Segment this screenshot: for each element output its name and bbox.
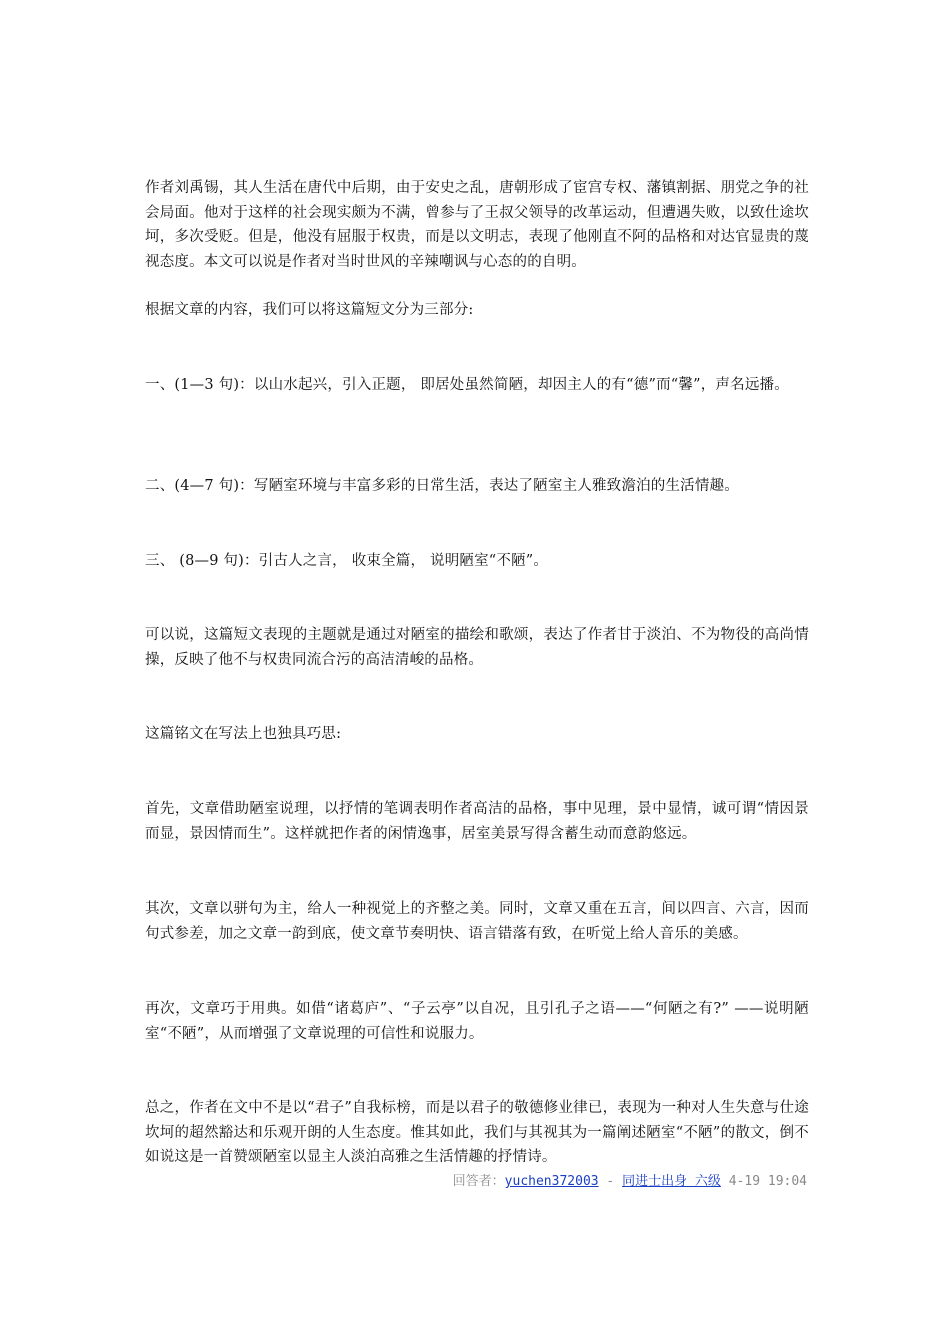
- answerer-rank-link[interactable]: 同进士出身 六级: [622, 1174, 721, 1189]
- paragraph-part-two: 二、(4—7 句)：写陋室环境与丰富多彩的日常生活，表达了陋室主人雅致澹泊的生活情趣。: [145, 478, 739, 494]
- paragraph-part-three: 三、 (8—9 句)：引古人之言， 收束全篇， 说明陋室“不陋”。: [145, 553, 549, 569]
- paragraph-third-point: 再次，文章巧于用典。如借“诸葛庐”、“子云亭”以自况，且引孔子之语——“何陋之有?” ——说明陋室“不陋”，从而增强了文章说理的可信性和说服力。: [145, 1001, 809, 1042]
- paragraph-first-point: 首先，文章借助陋室说理，以抒情的笔调表明作者高洁的品格，事中见理，景中显情，诚可谓“情因景而显，景因情而生”。这样就把作者的闲情逸事，居室美景写得含蓄生动而意韵悠远。: [145, 801, 809, 842]
- paragraph-structure-intro: 根据文章的内容，我们可以将这篇短文分为三部分:: [145, 302, 474, 318]
- answer-timestamp: 4-19 19:04: [720, 1174, 807, 1189]
- paragraph-second-point: 其次，文章以骈句为主，给人一种视觉上的齐整之美。同时，文章又重在五言，间以四言、六言，因而句式参差，加之文章一韵到底，使文章节奏明快、语言错落有致，在听觉上给人音乐的美感。: [145, 901, 809, 942]
- paragraph-writing-intro: 这篇铭文在写法上也独具巧思:: [145, 726, 342, 742]
- paragraph-part-one: 一、(1—3 句)：以山水起兴，引入正题， 即居处虽然简陋，却因主人的有“德”而“馨”，声名远播。: [145, 377, 789, 393]
- answer-attribution: [453, 1172, 807, 1192]
- attribution-separator: -: [598, 1174, 623, 1189]
- paragraph-author-background: 作者刘禹锡，其人生活在唐代中后期，由于安史之乱，唐朝形成了宦宫专权、藩镇割据、朋党之争的社会局面。他对于这样的社会现实颇为不满，曾参与了王叔父领导的改革运动，但遭遇失败，以致仕途坎坷，多次受贬。但是，他没有屈服于权贵，而是以文明志，表现了他刚直不阿的品格和对达官显贵的蔑视态度。本文可以说是作者对当时世风的辛辣嘲讽与心态的的自明。: [145, 180, 809, 270]
- paragraph-theme: 可以说，这篇短文表现的主题就是通过对陋室的描绘和歌颂，表达了作者甘于淡泊、不为物役的高尚情操，反映了他不与权贵同流合污的高洁清峻的品格。: [145, 627, 809, 668]
- answerer-username-link[interactable]: yuchen372003: [504, 1174, 599, 1189]
- answerer-label: 回答者：: [452, 1174, 505, 1189]
- paragraph-conclusion: 总之，作者在文中不是以“君子”自我标榜，而是以君子的敬德修业律已，表现为一种对人生失意与仕途坎坷的超然豁达和乐观开朗的人生态度。惟其如此，我们与其视其为一篇阐述陋室“不陋”的散文，倒不如说这是一首赞颂陋室以显主人淡泊高雅之生活情趣的抒情诗。: [145, 1100, 809, 1165]
